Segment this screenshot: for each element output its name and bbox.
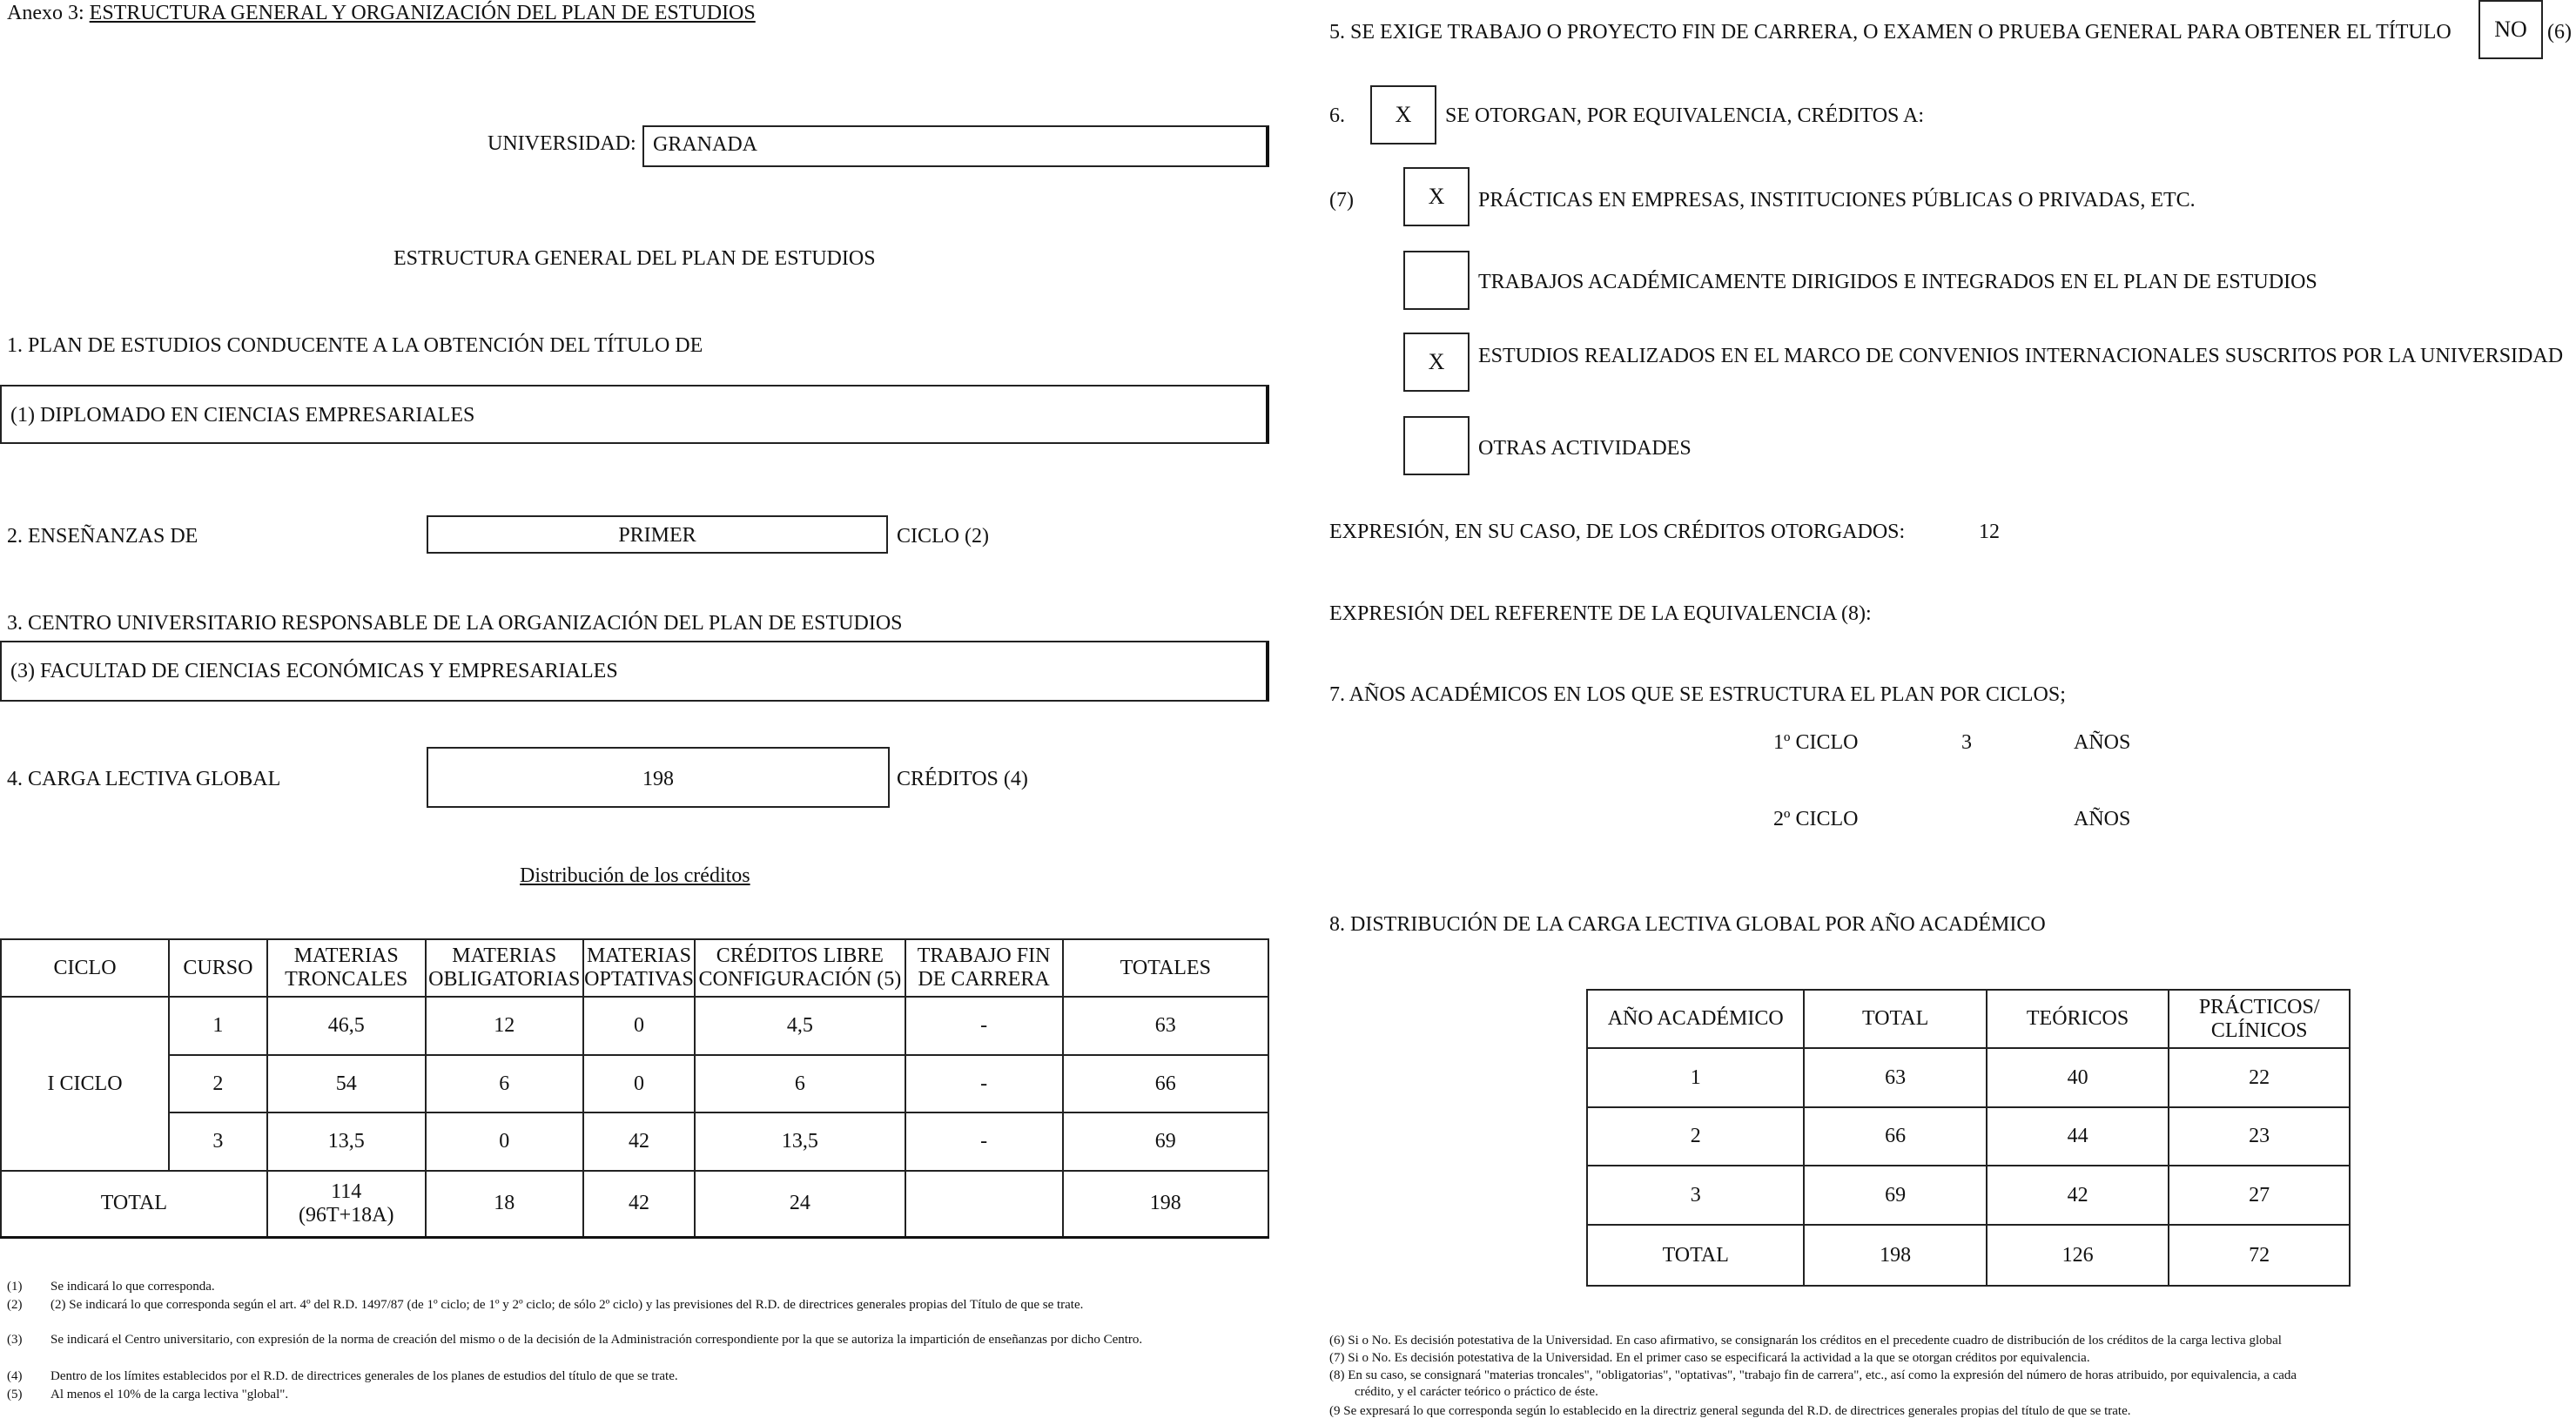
total-troncales: 114 (96T+18A): [267, 1171, 426, 1237]
table-row: [1587, 1048, 2350, 1107]
section2-suffix: CICLO (2): [897, 525, 989, 548]
table-row: [1, 1112, 1268, 1171]
header-optativas: MATERIAS OPTATIVAS: [583, 939, 695, 997]
cell-totales: 69: [1063, 1112, 1268, 1171]
option-label-trabajos: TRABAJOS ACADÉMICAMENTE DIRIGIDOS E INTEGRADOS EN EL PLAN DE ESTUDIOS: [1478, 271, 2317, 293]
footnote: (5) Al menos el 10% de la carga lectiva "global".: [7, 1388, 289, 1401]
header-curso: CURSO: [169, 939, 267, 997]
university-value: GRANADA: [653, 133, 757, 156]
section5-value: NO: [2494, 17, 2527, 42]
total-total: 198: [1804, 1225, 1986, 1286]
cycle1-label: 1º CICLO: [1773, 731, 1859, 754]
cell-practicos: 23: [2169, 1107, 2350, 1166]
credits-granted-label: EXPRESIÓN, EN SU CASO, DE LOS CRÉDITOS OTORGADOS:: [1329, 521, 1906, 543]
section8-label: 8. DISTRIBUCIÓN DE LA CARGA LECTIVA GLOBAL POR AÑO ACADÉMICO: [1329, 913, 2046, 936]
section7-label: 7. AÑOS ACADÉMICOS EN LOS QUE SE ESTRUCTURA EL PLAN POR CICLOS;: [1329, 683, 2066, 706]
section3-value: (3) FACULTAD DE CIENCIAS ECONÓMICAS Y EMPRESARIALES: [10, 660, 618, 682]
cell-curso: 3: [169, 1112, 267, 1171]
cell-troncales: 46,5: [267, 997, 426, 1055]
cell-obligatorias: 12: [426, 997, 583, 1055]
header-totales: TOTALES: [1063, 939, 1268, 997]
option-label-convenios: ESTUDIOS REALIZADOS EN EL MARCO DE CONVENIOS INTERNACIONALES SUSCRITOS POR LA UNIVERSIDAD: [1478, 345, 2564, 367]
cell-teoricos: 42: [1987, 1166, 2169, 1225]
credits-table-title: Distribución de los créditos: [520, 864, 750, 887]
cell-trabajo: -: [905, 1112, 1063, 1171]
credits-granted-value: 12: [1979, 521, 2000, 543]
cycle1-years: 3: [1961, 731, 1972, 754]
header-practicos: PRÁCTICOS/ CLÍNICOS: [2169, 990, 2350, 1048]
cell-totales: 66: [1063, 1055, 1268, 1112]
section5-answer-box: [2478, 0, 2543, 59]
cell-libre: 13,5: [695, 1112, 905, 1171]
footnote: (9 Se expresará lo que corresponda según lo establecido en la directriz general segunda del R.D. de directrices generales propias del título de que se trate.: [1329, 1404, 2131, 1418]
credits-table: [0, 938, 1269, 1239]
structure-title: ESTRUCTURA GENERAL DEL PLAN DE ESTUDIOS: [393, 247, 876, 270]
footnote: (7) Si o No. Es decisión potestativa de la Universidad. En el primer caso se especificará la actividad a la que se otorgan créditos por equivalencia.: [1329, 1351, 2090, 1365]
option-checkbox-trabajos[interactable]: [1403, 251, 1470, 310]
header-teoricos: TEÓRICOS: [1987, 990, 2169, 1048]
total-optativas: 42: [583, 1171, 695, 1237]
section4-label: 4. CARGA LECTIVA GLOBAL: [7, 768, 281, 790]
table-row: [1, 997, 1268, 1055]
year-distribution-table: [1586, 989, 2351, 1287]
section3-label: 3. CENTRO UNIVERSITARIO RESPONSABLE DE LA ORGANIZACIÓN DEL PLAN DE ESTUDIOS: [7, 612, 903, 635]
footnote: (8) En su caso, se consignará "materias troncales", "obligatorias", "optativas", "trabajo fin de carrera", etc., así como la expresión del número de horas atribuido, por equivalencia, a cada: [1329, 1368, 2297, 1382]
section1-label: 1. PLAN DE ESTUDIOS CONDUCENTE A LA OBTENCIÓN DEL TÍTULO DE: [7, 334, 703, 357]
table-row: [1587, 1107, 2350, 1166]
annex-header: [7, 2, 756, 25]
section2-label: 2. ENSEÑANZAS DE: [7, 525, 198, 548]
cell-curso: 2: [169, 1055, 267, 1112]
option-checkbox-convenios[interactable]: X: [1403, 333, 1470, 392]
total-libre: 24: [695, 1171, 905, 1237]
cell-trabajo: -: [905, 1055, 1063, 1112]
header-obligatorias: MATERIAS OBLIGATORIAS: [426, 939, 583, 997]
option-label-otras: OTRAS ACTIVIDADES: [1478, 437, 1692, 460]
cell-total: 69: [1804, 1166, 1986, 1225]
section1-value: (1) DIPLOMADO EN CIENCIAS EMPRESARIALES: [10, 404, 475, 427]
cell-totales: 63: [1063, 997, 1268, 1055]
header-libre: CRÉDITOS LIBRE CONFIGURACIÓN (5): [695, 939, 905, 997]
option-checkbox-otras[interactable]: [1403, 416, 1470, 475]
cell-libre: 4,5: [695, 997, 905, 1055]
cell-libre: 6: [695, 1055, 905, 1112]
header-total: TOTAL: [1804, 990, 1986, 1048]
footnote: (2) (2) Se indicará lo que corresponda según el art. 4º del R.D. 1497/87 (de 1º ciclo; de 1º y 2º ciclo; de sólo 2º ciclo) y las previsiones del R.D. de directrices generales propias del Título de que se trate.: [7, 1298, 1084, 1312]
header-troncales: MATERIAS TRONCALES: [267, 939, 426, 997]
cell-teoricos: 44: [1987, 1107, 2169, 1166]
cell-practicos: 22: [2169, 1048, 2350, 1107]
cell-total: 63: [1804, 1048, 1986, 1107]
total-teoricos: 126: [1987, 1225, 2169, 1286]
total-practicos: 72: [2169, 1225, 2350, 1286]
cell-curso: 1: [169, 997, 267, 1055]
total-label: TOTAL: [1, 1171, 267, 1237]
cell-anio: 1: [1587, 1048, 1804, 1107]
section5-note: (6): [2547, 21, 2572, 44]
footnote: (4) Dentro de los límites establecidos por el R.D. de directrices generales de los planes de estudios del título de que se trate.: [7, 1369, 678, 1383]
cell-teoricos: 40: [1987, 1048, 2169, 1107]
cell-optativas: 0: [583, 1055, 695, 1112]
cell-practicos: 27: [2169, 1166, 2350, 1225]
cell-optativas: 42: [583, 1112, 695, 1171]
university-field: [642, 125, 1269, 167]
section1-field: [0, 385, 1269, 444]
section6-note: (7): [1329, 189, 1354, 212]
table-total-row: [1587, 1225, 2350, 1286]
cell-troncales: 54: [267, 1055, 426, 1112]
total-label: TOTAL: [1587, 1225, 1804, 1286]
total-totales: 198: [1063, 1171, 1268, 1237]
footnote: (6) Si o No. Es decisión potestativa de la Universidad. En caso afirmativo, se consignarán los créditos en el precedente cuadro de distribución de los créditos de la carga lectiva global: [1329, 1334, 2282, 1348]
table-row: [1, 1055, 1268, 1112]
cell-total: 66: [1804, 1107, 1986, 1166]
header-trabajo: TRABAJO FIN DE CARRERA: [905, 939, 1063, 997]
annex-label: Anexo 3:: [7, 2, 84, 24]
referent-label: EXPRESIÓN DEL REFERENTE DE LA EQUIVALENCIA (8):: [1329, 602, 1872, 625]
cell-anio: 2: [1587, 1107, 1804, 1166]
cycle2-unit: AÑOS: [2074, 808, 2131, 830]
footnote: (1) Se indicará lo que corresponda.: [7, 1280, 215, 1294]
cell-obligatorias: 0: [426, 1112, 583, 1171]
total-obligatorias: 18: [426, 1171, 583, 1237]
cell-troncales: 13,5: [267, 1112, 426, 1171]
section6-checkbox[interactable]: X: [1370, 85, 1436, 145]
year-header-row: [1587, 990, 2350, 1048]
annex-title: ESTRUCTURA GENERAL Y ORGANIZACIÓN DEL PLAN DE ESTUDIOS: [89, 2, 756, 24]
section4-value: 198: [642, 768, 674, 790]
credits-header-row: [1, 939, 1268, 997]
section5-label: 5. SE EXIGE TRABAJO O PROYECTO FIN DE CARRERA, O EXAMEN O PRUEBA GENERAL PARA OBTENER EL TÍTULO: [1329, 21, 2452, 44]
section2-field: [427, 515, 888, 554]
option-label-practicas: PRÁCTICAS EN EMPRESAS, INSTITUCIONES PÚBLICAS O PRIVADAS, ETC.: [1478, 189, 2196, 212]
cycle2-label: 2º CICLO: [1773, 808, 1859, 830]
table-total-row: [1, 1171, 1268, 1237]
table-row: [1587, 1166, 2350, 1225]
section6-number: 6.: [1329, 104, 1345, 127]
section4-field: [427, 747, 890, 808]
section3-field: [0, 641, 1269, 702]
cell-trabajo: -: [905, 997, 1063, 1055]
section6-label: SE OTORGAN, POR EQUIVALENCIA, CRÉDITOS A:: [1445, 104, 1925, 127]
cycle1-unit: AÑOS: [2074, 731, 2131, 754]
header-ciclo: CICLO: [1, 939, 169, 997]
section4-suffix: CRÉDITOS (4): [897, 768, 1028, 790]
university-label: UNIVERSIDAD:: [488, 132, 636, 155]
option-checkbox-practicas[interactable]: X: [1403, 167, 1470, 226]
cell-anio: 3: [1587, 1166, 1804, 1225]
section2-value: PRIMER: [618, 524, 696, 547]
ciclo-label: I CICLO: [1, 997, 169, 1171]
total-trabajo: [905, 1171, 1063, 1237]
cell-obligatorias: 6: [426, 1055, 583, 1112]
cell-optativas: 0: [583, 997, 695, 1055]
header-anio: AÑO ACADÉMICO: [1587, 990, 1804, 1048]
footnote: (3) Se indicará el Centro universitario, con expresión de la norma de creación del mismo o de la decisión de la Administración correspondiente por la que se autoriza la impartición de enseñanzas por dicho Centro.: [7, 1333, 1143, 1347]
footnote: crédito, y el carácter teórico o práctico de éste.: [1355, 1385, 1598, 1399]
